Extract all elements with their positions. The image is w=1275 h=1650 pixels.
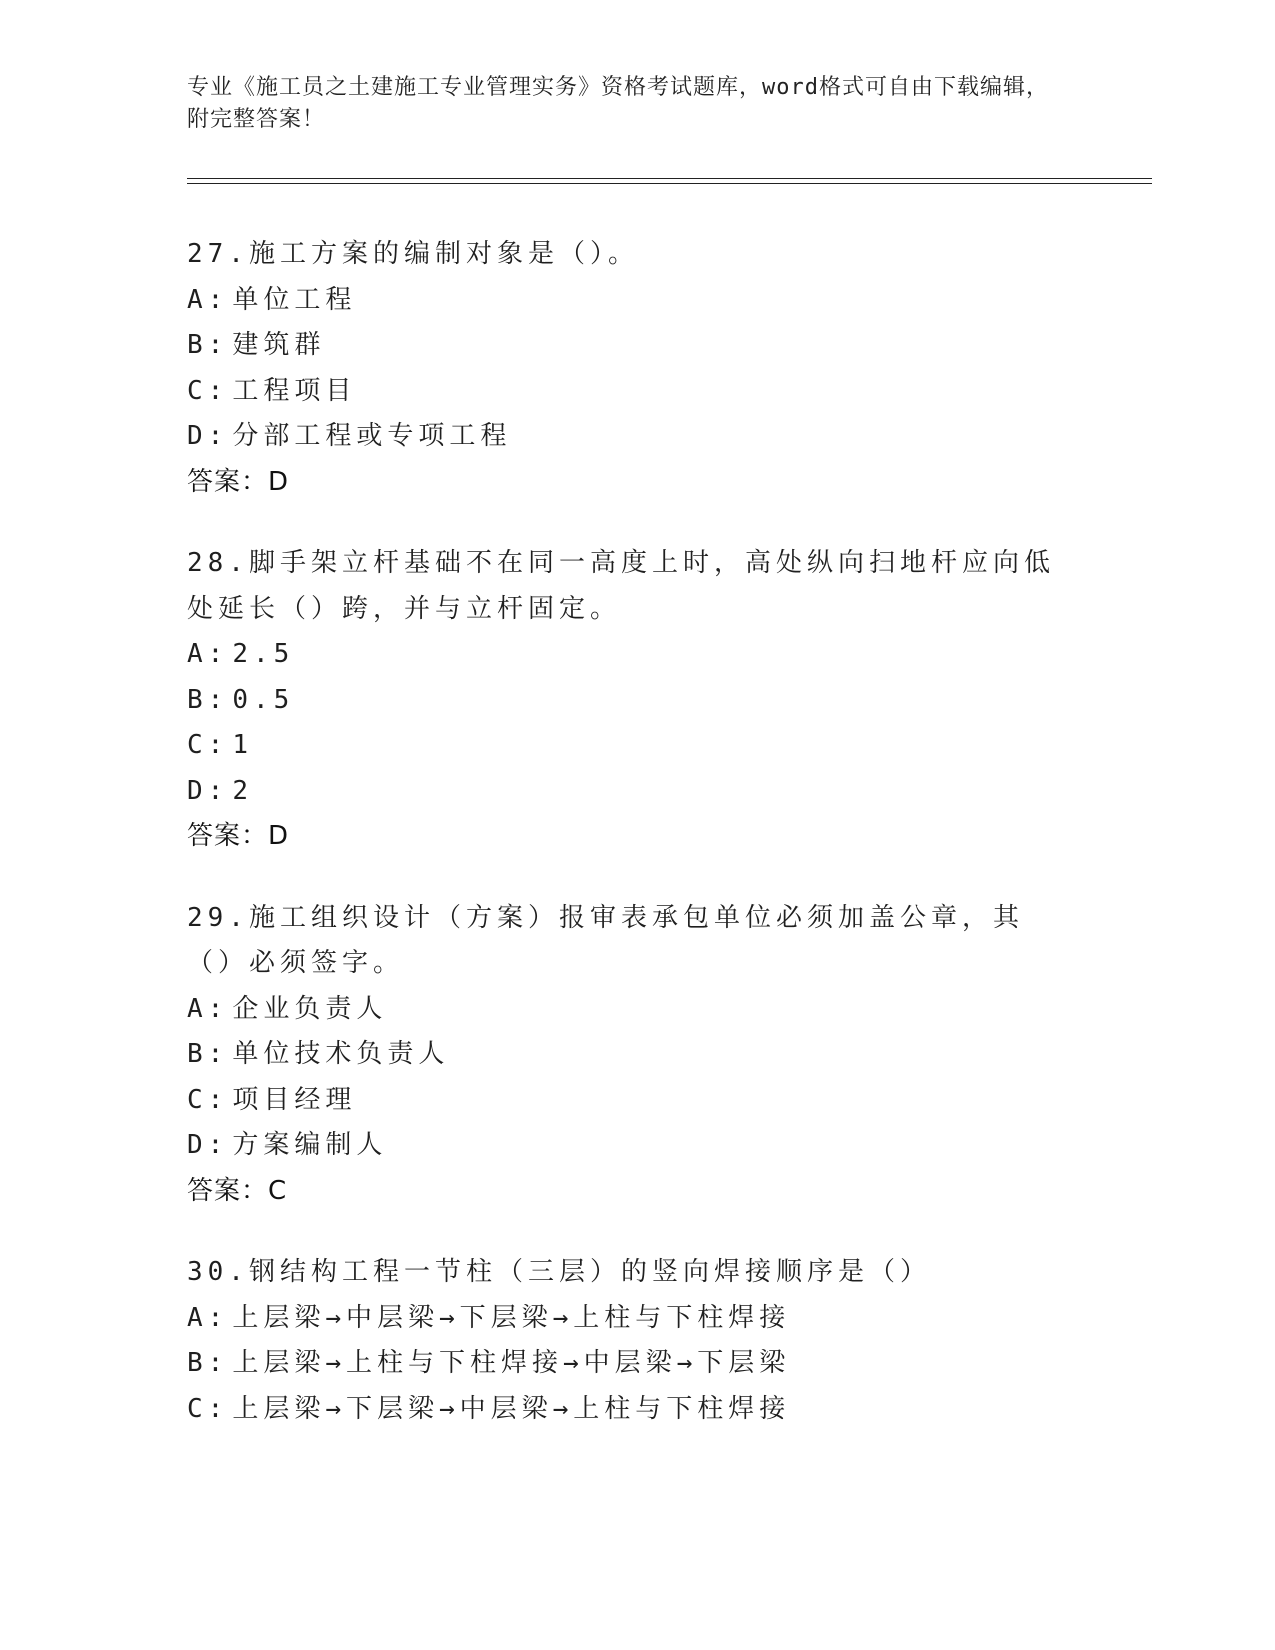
option-d: D: 2 — [187, 775, 253, 806]
option-text: 单位技术负责人 — [232, 1039, 450, 1069]
answer-label: 答案：D — [187, 466, 290, 497]
option-text: 0.5 — [232, 684, 295, 715]
option-letter: C — [187, 730, 208, 760]
page-header: 专业《施工员之土建施工专业管理实务》资格考试题库，word格式可自由下载编辑，附完整答案！ — [187, 75, 1049, 132]
option-text: 1 — [232, 730, 253, 760]
question-28 — [187, 541, 1087, 860]
option-b: B: 建筑群 — [187, 330, 326, 360]
option-a: A: 上层梁→中层梁→下层梁→上柱与下柱焊接 — [187, 1302, 791, 1333]
question-text: 29.施工组织设计（方案）报审表承包单位必须加盖公章，其（）必须签字。 — [187, 902, 1024, 978]
option-letter: A — [187, 284, 208, 315]
option-letter: D — [187, 775, 208, 806]
option-text: 企业负责人 — [232, 993, 388, 1024]
answer-label: 答案：D — [187, 821, 290, 851]
option-letter: C — [187, 1084, 208, 1115]
question-27 — [187, 232, 1087, 505]
option-text: 单位工程 — [232, 284, 357, 315]
option-b: B: 单位技术负责人 — [187, 1039, 450, 1069]
option-text: 上层梁→中层梁→下层梁→上柱与下柱焊接 — [232, 1302, 791, 1333]
option-c: C: 工程项目 — [187, 375, 357, 406]
option-b: B: 上层梁→上柱与下柱焊接→中层梁→下层梁 — [187, 1348, 791, 1378]
option-text: 项目经理 — [232, 1084, 357, 1115]
option-letter: B — [187, 1348, 208, 1378]
option-d: D: 分部工程或专项工程 — [187, 421, 512, 451]
option-text: 2.5 — [232, 639, 295, 669]
question-30 — [187, 1250, 1087, 1432]
option-c: C: 上层梁→下层梁→中层梁→上柱与下柱焊接 — [187, 1393, 791, 1424]
option-text: 工程项目 — [232, 375, 357, 406]
option-text: 建筑群 — [232, 330, 326, 360]
question-29 — [187, 896, 1087, 1215]
option-letter: B — [187, 684, 208, 715]
answer-label: 答案：C — [187, 1175, 288, 1206]
option-text: 分部工程或专项工程 — [232, 421, 512, 451]
option-letter: D — [187, 421, 208, 451]
option-letter: D — [187, 1130, 208, 1160]
option-a: A: 企业负责人 — [187, 993, 388, 1024]
header-rule-top — [187, 178, 1152, 179]
option-b: B: 0.5 — [187, 684, 295, 715]
option-text: 上层梁→下层梁→中层梁→上柱与下柱焊接 — [232, 1393, 791, 1424]
question-list — [187, 232, 1087, 1468]
option-a: A: 2.5 — [187, 639, 295, 669]
option-text: 方案编制人 — [232, 1130, 388, 1160]
option-letter: A — [187, 993, 208, 1024]
option-letter: C — [187, 375, 208, 406]
option-text: 上层梁→上柱与下柱焊接→中层梁→下层梁 — [232, 1348, 791, 1378]
option-letter: B — [187, 1039, 208, 1069]
option-c: C: 项目经理 — [187, 1084, 357, 1115]
option-c: C: 1 — [187, 730, 253, 760]
option-letter: A — [187, 1302, 208, 1333]
option-a: A: 单位工程 — [187, 284, 357, 315]
option-d: D: 方案编制人 — [187, 1130, 388, 1160]
question-text: 30.钢结构工程一节柱（三层）的竖向焊接顺序是（） — [187, 1257, 931, 1287]
option-letter: C — [187, 1393, 208, 1424]
question-text: 27.施工方案的编制对象是（）。 — [187, 239, 639, 269]
option-letter: A — [187, 639, 208, 669]
option-letter: B — [187, 330, 208, 360]
question-text: 28.脚手架立杆基础不在同一高度上时，高处纵向扫地杆应向低处延长（）跨，并与立杆固定。 — [187, 548, 1055, 624]
header-rule-bottom — [187, 183, 1152, 184]
option-text: 2 — [232, 775, 253, 806]
